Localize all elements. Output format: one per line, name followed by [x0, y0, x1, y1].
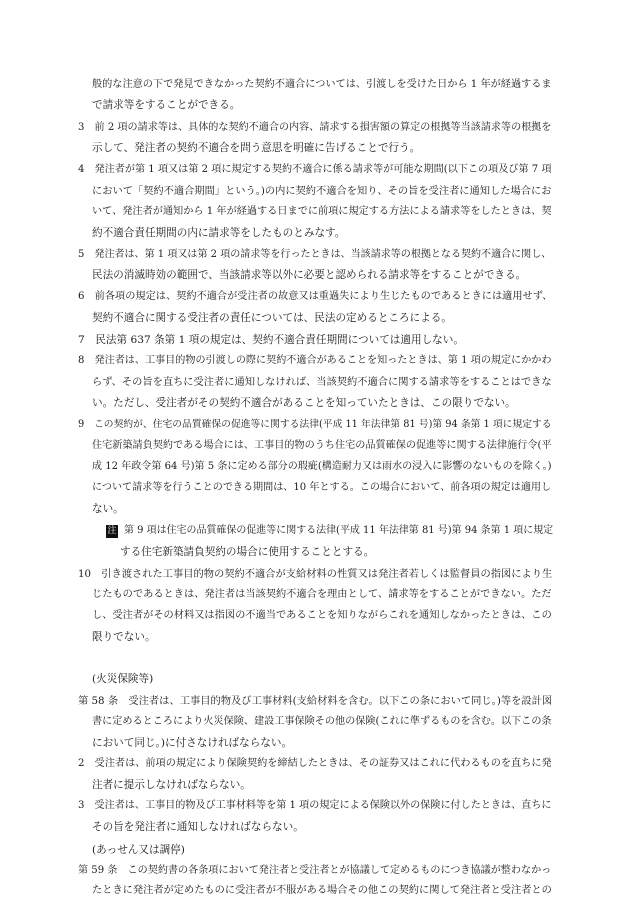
text-line: 第 58 条 受注者は、工事目的物及び工事材料(支給材料を含む。以下この条において同じ。)等を設計図: [78, 695, 553, 707]
text-line: 般的な注意の下で発見できなかった契約不適合については、引渡しを受けた日から 1 年が経過するま: [92, 79, 552, 90]
text-line: 示して、発注者の契約不適合を問う意思を明確に告げることで行う。: [92, 142, 421, 154]
text-line: ない。: [92, 503, 124, 515]
text-line: 限りでない。: [92, 631, 156, 643]
text-line: 書に定めるところにより火災保険、建設工事保険その他の保険(これに準ずるものを含む。以下この条: [92, 716, 552, 727]
text-line: について請求等を行うことのできる期間は、10 年とする。この場合において、前各項の規定は適用し: [92, 482, 552, 493]
text-line: 注者に提示しなければならない。: [92, 779, 251, 791]
text-line: その旨を発注者に通知しなければならない。: [92, 821, 304, 833]
text-line: において「契約不適合期間」という。)の内に契約不適合を知り、その旨を受注者に通知した場合にお: [92, 185, 552, 197]
text-line: じたものであるときは、発注者は当該契約不適合を理由として、請求等をすることができない。ただ: [92, 589, 552, 600]
text-line: において同じ。)に付さなければならない。: [92, 737, 293, 749]
text-line: 住宅新築請負契約である場合には、工事目的物のうち住宅の品質確保の促進等に関する法律施行令(平: [92, 440, 552, 451]
text-line: いて、発注者が通知から 1 年が経過する日までに前項に規定する方法による請求等をしたときは、契: [92, 206, 552, 217]
text-line: 6 前各項の規定は、契約不適合が受注者の故意又は重過失により生じたものであるときには適用せず、: [78, 291, 553, 302]
text-line: 2 受注者は、前項の規定により保険契約を締結したときは、その証券又はこれに代わるものを直ちに発: [78, 758, 552, 769]
text-line: 10 引き渡された工事目的物の契約不適合が支給材料の性質又は発注者若しくは監督員の指図により生: [78, 568, 553, 580]
text-line: 民法の消滅時効の範囲で、当該請求等以外に必要と認められる請求等をすることができる。: [92, 269, 527, 281]
text-line: 契約不適合に関する受注者の責任については、民法の定めるところによる。: [92, 312, 452, 324]
text-line: らず、その旨を直ちに受注者に通知しなければ、当該契約不適合に関する請求等をすることはできな: [92, 376, 552, 388]
text-line: 9 この契約が、住宅の品質確保の促進等に関する法律(平成 11 年法律第 81 号)第 94 条第 1 項に規定する: [78, 419, 552, 430]
text-line: 成 12 年政令第 64 号)第 5 条に定める部分の瑕疵(構造耐力又は雨水の浸入に影響のないものを除く。): [92, 461, 552, 472]
text-line: 第 59 条 この契約書の各条項において発注者と受注者とが協議して定めるものにつき協議が整わなかっ: [78, 865, 552, 876]
note-line: [106, 524, 553, 539]
text-line: 3 前 2 項の請求等は、具体的な契約不適合の内容、請求する損害額の算定の根拠等当該請求等の根拠を: [78, 122, 552, 133]
text-line: 4 発注者が第 1 項又は第 2 項に規定する契約不適合に係る請求等が可能な期間(以下この項及び第 7 項: [78, 164, 552, 175]
note-mark: 注: [107, 525, 117, 536]
text-line: 約不適合責任期間の内に請求等をしたものとみなす。: [92, 227, 346, 239]
text-line: 7 民法第 637 条第 1 項の規定は、契約不適合責任期間については適用しない。: [78, 334, 464, 346]
section-heading: (あっせん又は調停): [92, 844, 185, 856]
text-line: で請求等をすることができる。: [92, 99, 241, 111]
section-heading: (火災保険等): [92, 673, 154, 685]
note-line: する住宅新築請負契約の場合に使用することとする。: [120, 546, 375, 558]
text-line: たときに発注者が定めたものに受注者が不服がある場合その他この契約に関して発注者と受注者との: [92, 885, 552, 896]
text-line: し、受注者がその材料又は指図の不適当であることを知りながらこれを通知しなかったときは、この: [92, 610, 552, 621]
text-line: 8 発注者は、工事目的物の引渡しの際に契約不適合があることを知ったときは、第 1 項の規定にかかわ: [78, 355, 552, 366]
text-line: 3 受注者は、工事目的物及び工事材料等を第 1 項の規定による保険以外の保険に付したときは、直ちに: [78, 800, 552, 811]
note-text: 第 9 項は住宅の品質確保の促進等に関する法律(平成 11 年法律第 81 号)第 94 条第 1 項に規定: [124, 525, 554, 536]
text-line: い。ただし、受注者がその契約不適合があることを知っていたときは、この限りでない。: [92, 397, 516, 409]
text-line: 5 発注者は、第 1 項又は第 2 項の請求等を行ったときは、当該請求等の根拠となる契約不適合に関し、: [78, 249, 552, 260]
